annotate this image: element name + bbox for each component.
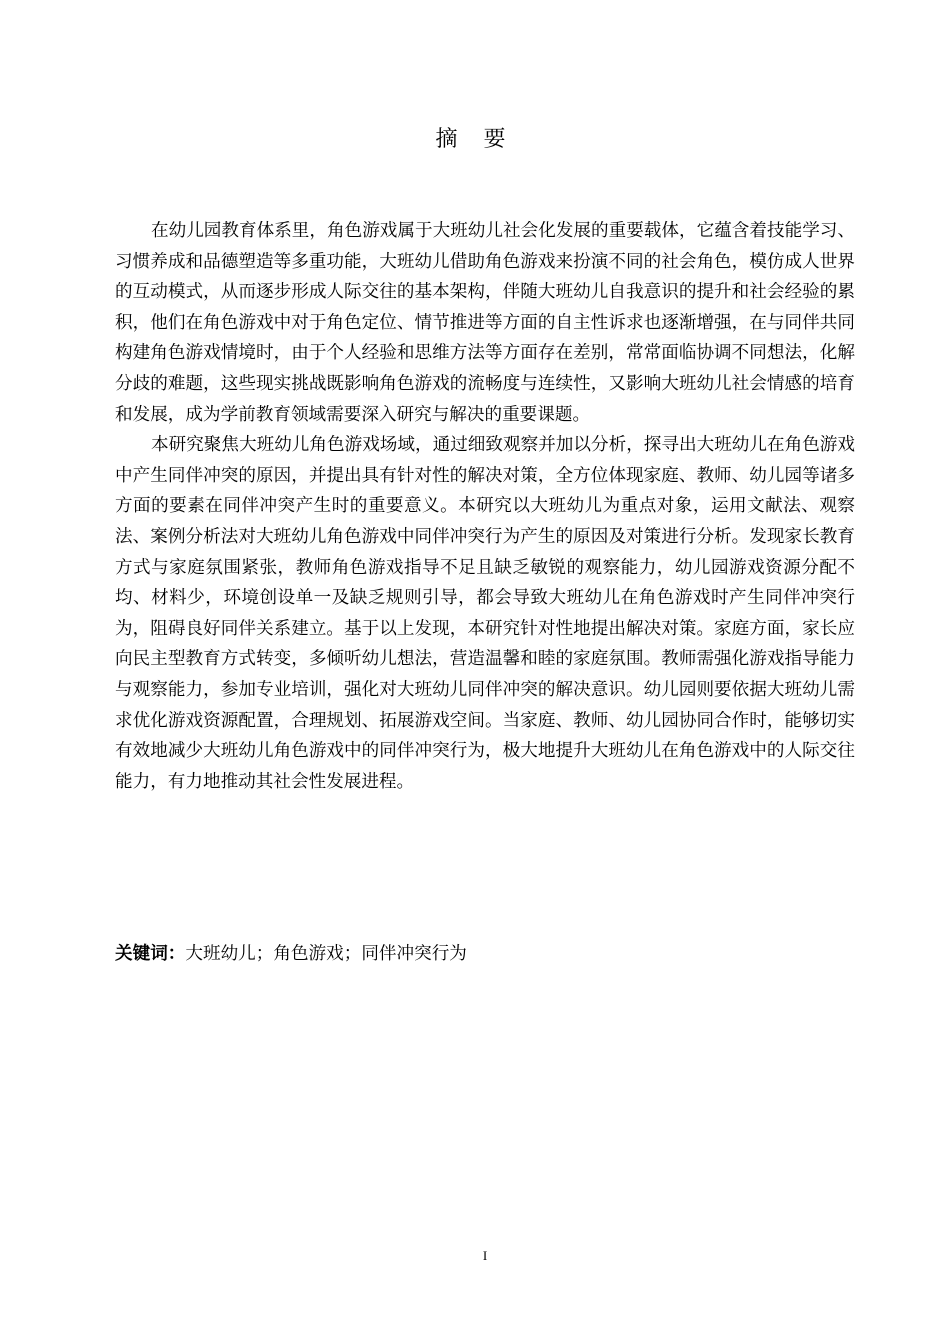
keywords-line	[115, 940, 467, 968]
keywords-label: 关键词：	[115, 944, 186, 964]
abstract-paragraph-2: 本研究聚焦大班幼儿角色游戏场域，通过细致观察并加以分析，探寻出大班幼儿在角色游戏中产生同伴冲突的原因，并提出具有针对性的解决对策，全方位体现家庭、教师、幼儿园等诸多方面的要素在同伴冲突产生时的重要意义。本研究以大班幼儿为重点对象，运用文献法、观察法、案例分析法对大班幼儿角色游戏中同伴冲突行为产生的原因及对策进行分析。发现家长教育方式与家庭氛围紧张，教师角色游戏指导不足且缺乏敏锐的观察能力，幼儿园游戏资源分配不均、材料少，环境创设单一及缺乏规则引导，都会导致大班幼儿在角色游戏时产生同伴冲突行为，阻碍良好同伴关系建立。基于以上发现，本研究针对性地提出解决对策。家庭方面，家长应向民主型教育方式转变，多倾听幼儿想法，营造温馨和睦的家庭氛围。教师需强化游戏指导能力与观察能力，参加专业培训，强化对大班幼儿同伴冲突的解决意识。幼儿园则要依据大班幼儿需求优化游戏资源配置，合理规划、拓展游戏空间。当家庭、教师、幼儿园协同合作时，能够切实有效地减少大班幼儿角色游戏中的同伴冲突行为，极大地提升大班幼儿在角色游戏中的人际交往能力，有力地推动其社会性发展进程。	[115, 435, 855, 792]
abstract-paragraph-1: 在幼儿园教育体系里，角色游戏属于大班幼儿社会化发展的重要载体，它蕴含着技能学习、习惯养成和品德塑造等多重功能，大班幼儿借助角色游戏来扮演不同的社会角色，模仿成人世界的互动模式，从而逐步形成人际交往的基本架构，伴随大班幼儿自我意识的提升和社会经验的累积，他们在角色游戏中对于角色定位、情节推进等方面的自主性诉求也逐渐增强，在与同伴共同构建角色游戏情境时，由于个人经验和思维方法等方面存在差别，常常面临协调不同想法，化解分歧的难题，这些现实挑战既影响角色游戏的流畅度与连续性，又影响大班幼儿社会情感的培育和发展，成为学前教育领域需要深入研究与解决的重要课题。	[115, 221, 855, 425]
page-number: I	[482, 1248, 488, 1263]
abstract-body	[115, 216, 855, 797]
keywords-value: 大班幼儿；角色游戏；同伴冲突行为	[185, 944, 467, 964]
abstract-heading: 摘要	[435, 127, 532, 152]
